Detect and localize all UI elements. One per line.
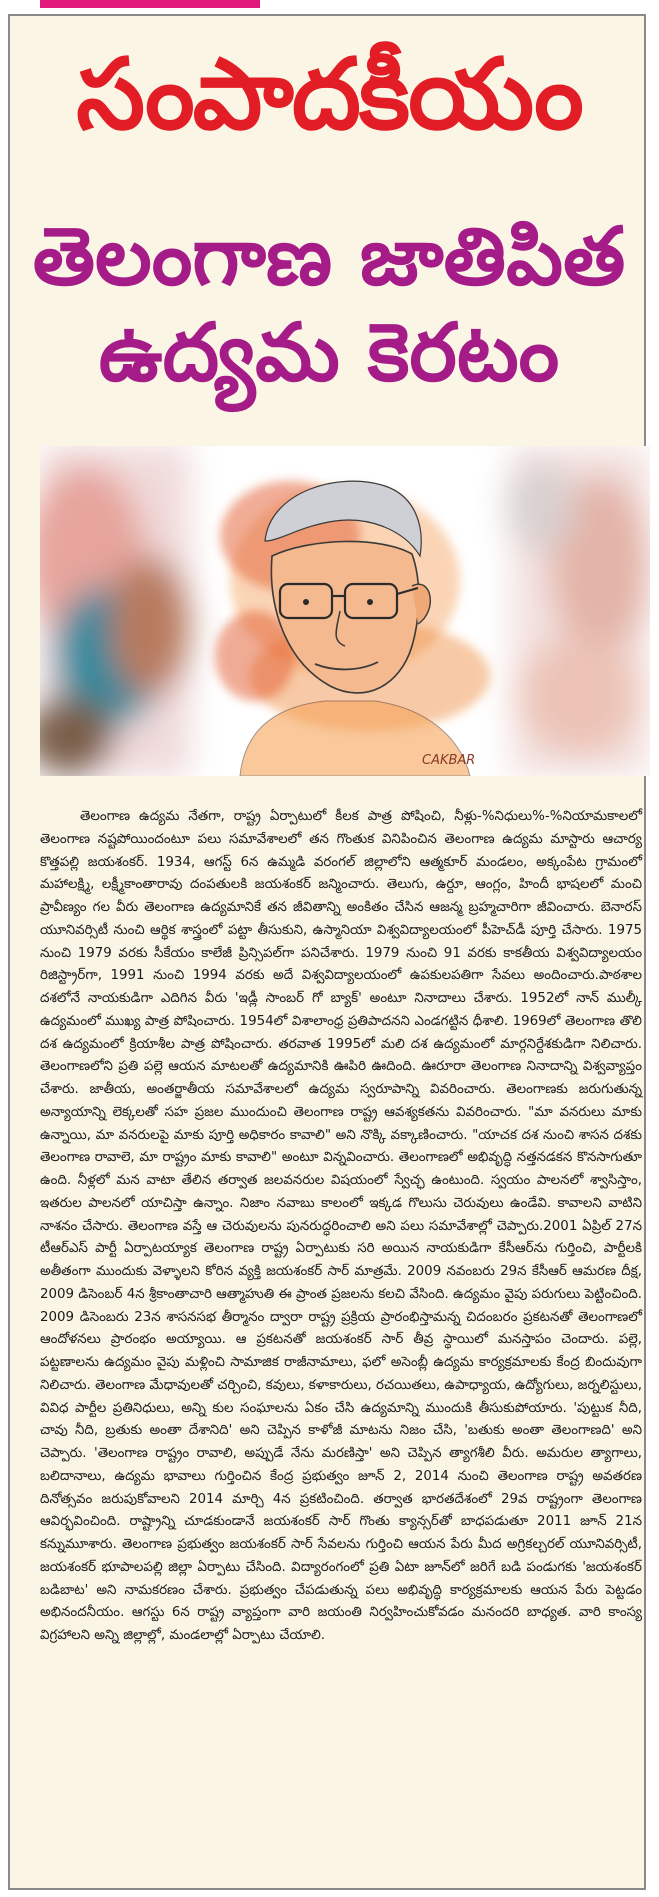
headline-line-1: తెలంగాణ జాతిపిత xyxy=(32,210,626,303)
blurred-left-panel xyxy=(40,446,190,776)
article-body: తెలంగాణ ఉద్యమ నేతగా, రాష్ట్ర ఏర్పాటులో కీలక పాత్ర పోషించి, నీళ్లు-%నిధులు%-%నియామకాలలో తెలంగాణ నష్టపోయిందంటూ పలు సమావేశాలలో తన గొంతుక వినిపించిన తెలంగాణ ఉద్యమ మాస్టారు ఆచార్య కొత్తపల్లి జయశంకర్. 1934, ఆగస్ట్ 6న ఉమ్మడి వరంగల్ జిల్లాలోని ఆత్మకూర్ మండలం, అక్కంపేట గ్రామంలో మహాలక్ష్మి, లక్ష్మీకాంతారావు దంపతులకి జయశంకర్ జన్మించారు. తెలుగు, ఉర్దూ, ఆంగ్లం, హిందీ భాషలలో మంచి ప్రావీణ్యం గల వీరు తెలంగాణ ఉద్యమానికే తన జీవితాన్ని అంకితం చేసిన ఆజన్మ బ్రహ్మచారిగా జీవించారు. బెనారస్ యూనివర్సిటీ నుంచి ఆర్థిక శాస్త్రంలో పట్టా తీసుకుని, ఉస్మానియా విశ్వవిద్యాలయంలో పీహెచ్‌డీ పూర్తి చేసారు. 1975 నుంచి 1979 వరకు సీకేయం కాలేజీ ప్రిన్సిపల్‌గా పనిచేశారు. 1979 నుంచి 91 వరకు కాకతీయ విశ్వవిద్యాలయం రిజిస్ట్రార్‌గా, 1991 నుంచి 1994 వరకు అదే విశ్వవిద్యాలయంలో ఉపకులపతిగా సేవలు అందించారు.పాఠశాల దశలోనే నాయకుడిగా ఎదిగిన వీరు 'ఇడ్లీ సాంబర్ గో బ్యాక్' అంటూ నినాదాలు చేశారు. 1952లో నాన్ ముల్కీ ఉద్యమంలో ముఖ్య పాత్ర పోషించారు. 1954లో విశాలాంధ్ర ప్రతిపాదనని ఎండగట్టిన ధీశాలి. 1969లో తెలంగాణ తొలి దశ ఉద్యమంలో క్రియాశీల పాత్ర పోషించారు. తరవాత 1995లో మలి దశ ఉద్యమంలో మార్గనిర్దేశకుడిగా నిలిచారు. తెలంగాణలోని ప్రతి పల్లె ఆయన మాటలతో ఉద్యమానికి ఊపిరి ఊదింది. ఊరూరా తెలంగాణ నినాదాన్ని విశ్వవ్యాప్తం చేశారు. జాతీయ, అంతర్జాతీయ సమావేశాలలో ఉద్యమ స్వరూపాన్ని వివరించారు. తెలంగాణకు జరుగుతున్న అన్యాయాన్ని లెక్కలతో సహ ప్రజల ముందుంచి తెలంగాణ రాష్ట్ర ఆవశ్యకతను వివరించారు. "మా వనరులు మాకు ఉన్నాయి, మా వనరులపై మాకు పూర్తి అధికారం కావాలి" అని నొక్కి వక్కాణించారు. "యాచక దశ నుంచి శాసన దశకు తెలంగాణ రావాలె, మా రాష్ట్రం మాకు కావాలి" అంటూ విన్నవించారు. తెలంగాణలో అభివృద్ధి నత్తనడకన కొనసాగుతూ ఉంది. నీళ్లలో మన వాటా తేలిన తర్వాత జలవనరుల విషయంలో స్వేచ్ఛ ఉంటుంది. స్వయం పాలనలో శ్వాసిస్తాం, ఇతరుల పాలనలో యాచిస్తా ఉన్నాం. నిజాం నవాబు కాలంలో ఇక్కడ గొలుసు చెరువులు ఉండేవి. కావాలని వాటిని నాశనం చేసారు. తెలంగాణ వస్తే ఆ చెరువులను పునరుద్ధరించాలి అని పలు సమావేశాల్లో చెప్పారు.2001 ఏప్రిల్ 27న టీఆర్ఎస్ పార్టీ ఏర్పాటయ్యాక తెలంగాణ రాష్ట్ర ఏర్పాటుకు సరి అయిన నాయకుడిగా కేసీఆర్‌ను గుర్తించి, పార్టీలకి అతీతంగా ముందుకు వెళ్ళాలని కోరిన వ్యక్తి జయశంకర్ సార్ మాత్రమే. 2009 నవంబరు 29న కేసీఆర్ ఆమరణ దీక్ష, 2009 డిసెంబర్ 4న శ్రీకాంతాచారి ఆత్మాహుతి ఈ ప్రాంత ప్రజలను కలచి వేసింది. ఉద్యమం వైపు పరుగులు పెట్టించింది. 2009 డిసెంబరు 23న శాసనసభ తీర్మానం ద్వారా రాష్ట్ర ప్రక్రియ ప్రారంభిస్తామన్న చిదంబరం ప్రకటనతో తెలంగాణలో ఆందోళనలు ప్రారంభం అయ్యాయి. ఆ ప్రకటనతో జయశంకర్ సార్ తీవ్ర స్థాయిలో మనస్తాపం చెందారు. పల్లె, పట్టణాలను ఉద్యమం వైపు మళ్లించి సామాజిక రాజీనామాలు, ఫలో అసెంబ్లీ ఉద్యమ కార్యక్రమాలకు కేంద్ర బిందువుగా నిలిచారు. తెలంగాణ మేధావులతో చర్చించి, కవులు, కళాకారులు, రచయితలు, ఉపాధ్యాయ, ఉద్యోగులు, జర్నలిస్టులు, వివిధ పార్టీల ప్రతినిధులు, అన్ని కుల సంఘాలను ఏకం చేసి ఉద్యమాన్ని ముందుకి తీసుకుపోయారు. 'పుట్టుక నీది, చావు నీది, బ్రతుకు అంతా దేశానిది' అని చెప్పిన కాళోజీ మాటను నిజం చేసి, 'బతుకు అంతా తెలంగాణది' అని చెప్పారు. 'తెలంగాణ రాష్ట్రం రావాలి, అప్పుడే నేను మరణిస్తా' అని చెప్పిన త్యాగశీలి వీరు. అమరుల త్యాగాలు, బలిదానాలు, ఉద్యమ భావాలు గుర్తించిన కేంద్ర ప్రభుత్వం జూన్ 2, 2014 నుంచి తెలంగాణ రాష్ట్ర అవతరణ దినోత్సవం జరుపుకోవాలని 2014 మార్చి 4న ప్రకటించింది. తర్వాత భారతదేశంలో 29వ రాష్ట్రంగా తెలంగాణ ఆవిర్భవించింది. రాష్ట్రాన్ని చూడకుండానే జయశంకర్ సార్ గొంతు క్యాన్సర్‌తో బాధపడుతూ 2011 జూన్ 21న కన్నుమూశారు. తెలంగాణ ప్రభుత్వం జయశంకర్ సార్ సేవలను గుర్తించి ఆయన పేరు మీద అగ్రికల్చరల్ యూనివర్సిటీ, జయశంకర్ భూపాలపల్లి జిల్లా ఏర్పాటు చేసింది. విద్యారంగంలో ప్రతి ఏటా జూన్‌లో జరిగే బడి పండుగకు 'జయశంకర్ బడిబాట' అని నామకరణం చేశారు. ప్రభుత్వం చేపడుతున్న పలు అభివృద్ధి కార్యక్రమాలకు ఆయన పేరు పెట్టడం అభినందనీయం. ఆగస్టు 6న రాష్ట్ర వ్యాప్తంగా వారి జయంతి నిర్వహించుకోవడం మనందరి బాధ్యత. వారి కాంస్య విగ్రహాలని అన్ని జిల్లాల్లో, మండలాల్లో ఏర్పాటు చేయాలి. xyxy=(40,809,643,1643)
editorial-page xyxy=(8,14,646,1890)
section-title: సంపాదకీయం xyxy=(76,38,582,152)
top-accent-bar xyxy=(40,0,260,8)
blurred-right-panel xyxy=(505,446,650,776)
portrait-illustration xyxy=(40,446,650,776)
headline-line-2: ఉద్యమ కెరటం xyxy=(98,306,560,399)
artist-signature: CAKBAR xyxy=(422,753,476,768)
